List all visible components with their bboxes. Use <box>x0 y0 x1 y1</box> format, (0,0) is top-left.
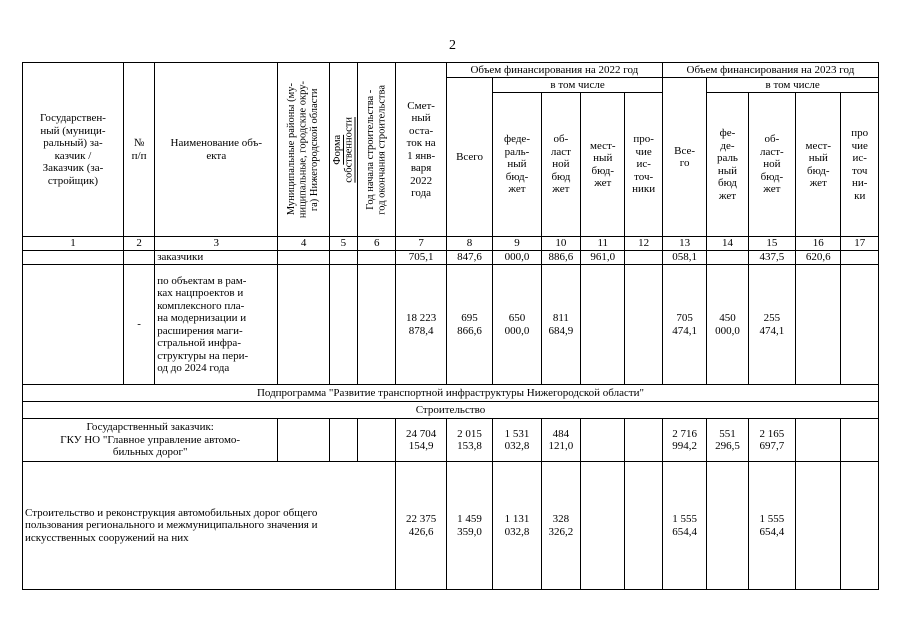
cell-customer: Государственный заказчик: ГКУ НО "Главное управление автомо- бильных дорог" <box>23 419 278 462</box>
header-regional-2023: об- ласт- ной бюд- жет <box>748 93 795 237</box>
cell-total-2023: 1 555 654,4 <box>662 462 706 590</box>
cell-regional-2022: 484 121,0 <box>541 419 580 462</box>
header-customer: Государствен- ный (муници- pальный) за- казчик / Заказчик (за- стройщик) <box>23 63 124 237</box>
header-incl-2023: в том числе <box>707 78 879 93</box>
column-number: 17 <box>841 237 879 251</box>
cell-federal-2023: 450 000,0 <box>707 265 748 385</box>
header-local-2023: мест- ный бюд- жет <box>796 93 841 237</box>
column-number: 10 <box>541 237 580 251</box>
header-districts-text: Муниципальные районы (му- ниципальные, городские окру- га) Нижегородской области <box>286 80 321 219</box>
cell-federal-2022: 1 531 032,8 <box>493 419 541 462</box>
cell-local-2023: 620,6 <box>796 251 841 265</box>
column-number: 4 <box>278 237 329 251</box>
cell-estimate: 22 375 426,6 <box>396 462 446 590</box>
header-estimate: Смет- ный оста- ток на 1 янв- варя 2022 года <box>396 63 446 237</box>
column-number: 8 <box>446 237 492 251</box>
cell-estimate: 705,1 <box>396 251 446 265</box>
cell-federal-2022: 000,0 <box>493 251 541 265</box>
cell-federal-2022: 650 000,0 <box>493 265 541 385</box>
column-number: 14 <box>707 237 748 251</box>
cell-total-2023: 2 716 994,2 <box>662 419 706 462</box>
header-fin-2023: Объем финансирования на 2023 год <box>662 63 878 78</box>
header-row-1 <box>23 63 879 78</box>
cell-regional-2022: 886,6 <box>541 251 580 265</box>
table-row <box>23 419 879 462</box>
cell-total-2022: 1 459 359,0 <box>446 462 492 590</box>
column-number: 15 <box>748 237 795 251</box>
header-total-2023: Все- го <box>662 78 706 237</box>
header-years <box>358 63 396 237</box>
header-federal-2022: феде- раль- ный бюд- жет <box>493 93 541 237</box>
header-num: № п/п <box>123 63 154 237</box>
cell-local-2022: 961,0 <box>581 251 625 265</box>
header-ownership <box>329 63 357 237</box>
cell-total-2023: 705 474,1 <box>662 265 706 385</box>
column-number: 11 <box>581 237 625 251</box>
cell-total-2022: 847,6 <box>446 251 492 265</box>
column-number: 16 <box>796 237 841 251</box>
subprogram-title: Подпрограмма "Развитие транспортной инфраструктуры Нижегородской области" <box>23 385 879 402</box>
cell-object-name: заказчики <box>155 251 278 265</box>
financing-table <box>22 62 879 590</box>
column-number: 1 <box>23 237 124 251</box>
column-number: 13 <box>662 237 706 251</box>
page-number: 2 <box>449 38 456 53</box>
cell-federal-2022: 1 131 032,8 <box>493 462 541 590</box>
header-local-2022: мест- ный бюд- жет <box>581 93 625 237</box>
cell-regional-2022: 328 326,2 <box>541 462 580 590</box>
subprogram-row <box>23 385 879 402</box>
cell-estimate: 24 704 154,9 <box>396 419 446 462</box>
section-title: Строительство <box>23 402 879 419</box>
header-total-2022: Всего <box>446 78 492 237</box>
column-number: 12 <box>625 237 662 251</box>
cell-regional-2023: 1 555 654,4 <box>748 462 795 590</box>
cell-total-2022: 2 015 153,8 <box>446 419 492 462</box>
section-row <box>23 402 879 419</box>
header-regional-2022: об- ласт ной бюд жет <box>541 93 580 237</box>
header-other-2023: про чие ис- точ ни- ки <box>841 93 879 237</box>
header-federal-2023: фе- де- раль ный бюд жет <box>707 93 748 237</box>
column-number-row <box>23 237 879 251</box>
header-other-2022: про- чие ис- точ- ники <box>625 93 662 237</box>
cell-estimate: 18 223 878,4 <box>396 265 446 385</box>
header-ownership-text: Форма собственности <box>331 116 355 183</box>
column-number: 7 <box>396 237 446 251</box>
header-incl-2022: в том числе <box>493 78 663 93</box>
header-districts <box>278 63 329 237</box>
table-row <box>23 265 879 385</box>
cell-regional-2022: 811 684,9 <box>541 265 580 385</box>
cell-total-2022: 695 866,6 <box>446 265 492 385</box>
cell-regional-2023: 255 474,1 <box>748 265 795 385</box>
header-object-name: Наименование объ- екта <box>155 63 278 237</box>
column-number: 5 <box>329 237 357 251</box>
column-number: 3 <box>155 237 278 251</box>
table-row <box>23 462 879 590</box>
cell-activity: Строительство и реконструкция автомобильных дорог общего пользования регионального и межмуниципального значения и искусственных сооружений на них <box>23 462 396 590</box>
table-row <box>23 251 879 265</box>
cell-num: - <box>123 265 154 385</box>
column-number: 6 <box>358 237 396 251</box>
cell-regional-2023: 437,5 <box>748 251 795 265</box>
cell-regional-2023: 2 165 697,7 <box>748 419 795 462</box>
cell-object-name: по объектам в рам- ках нацпроектов и комплексного пла- на модернизации и расширения маги- стральной инфра- структуры на пери- од до 2024 года <box>155 265 278 385</box>
column-number: 2 <box>123 237 154 251</box>
cell-federal-2023: 551 296,5 <box>707 419 748 462</box>
column-number: 9 <box>493 237 541 251</box>
header-fin-2022: Объем финансирования на 2022 год <box>446 63 662 78</box>
cell-total-2023: 058,1 <box>662 251 706 265</box>
header-years-text: Год начала строительства - год окончания строительства <box>365 84 388 215</box>
